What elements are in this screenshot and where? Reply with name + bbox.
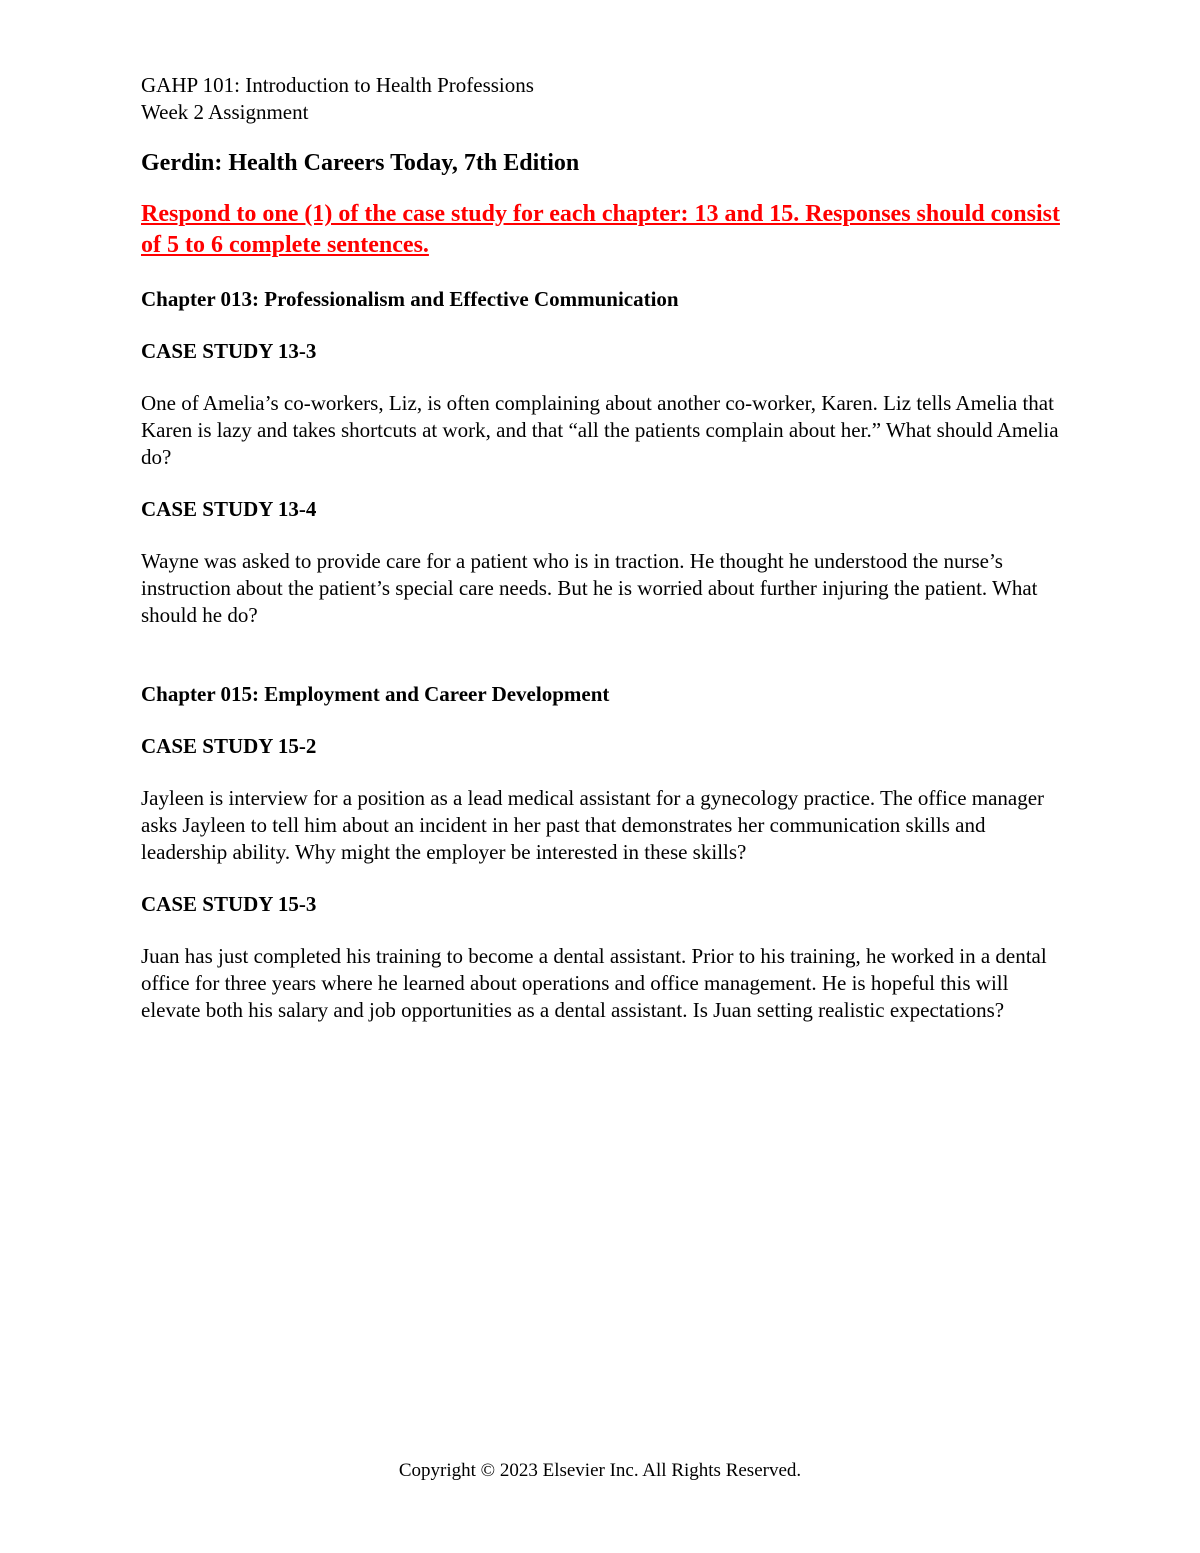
case-study-13-3-text: One of Amelia’s co-workers, Liz, is often complaining about another co-worker, Karen. Liz tells Amelia that Karen is lazy and takes shortcuts at work, and that “all the patients complain about her.” What should Amelia do? — [141, 391, 1059, 469]
book-title: Gerdin: Health Careers Today, 7th Edition — [141, 150, 580, 176]
assignment-week: Week 2 Assignment — [141, 100, 309, 124]
case-study-15-2-title: CASE STUDY 15-2 — [141, 734, 317, 758]
case-study-13-4-title: CASE STUDY 13-4 — [141, 497, 317, 521]
course-title: GAHP 101: Introduction to Health Professions — [141, 73, 534, 97]
case-study-15-2-text: Jayleen is interview for a position as a lead medical assistant for a gynecology practice. The office manager asks Jayleen to tell him about an incident in her past that demonstrates her communication skills and leadership ability. Why might the employer be interested in these skills? — [141, 786, 1045, 864]
case-study-13-3-title: CASE STUDY 13-3 — [141, 339, 317, 363]
chapter-15-title: Chapter 015: Employment and Career Development — [141, 682, 610, 706]
assignment-instruction: Respond to one (1) of the case study for each chapter: 13 and 15. Responses should consist of 5 to 6 complete sentences. — [141, 201, 1060, 258]
case-study-13-4-text: Wayne was asked to provide care for a patient who is in traction. He thought he understood the nurse’s instruction about the patient’s special care needs. But he is worried about further injuring the patient. What should he do? — [141, 549, 1038, 627]
case-study-15-3-title: CASE STUDY 15-3 — [141, 892, 317, 916]
document-body — [141, 72, 1071, 1024]
case-study-15-3-text: Juan has just completed his training to become a dental assistant. Prior to his training, he worked in a dental office for three years where he learned about operations and office management. He is hopeful this will elevate both his salary and job opportunities as a dental assistant. Is Juan setting realistic expectations? — [141, 944, 1047, 1022]
copyright-footer: Copyright © 2023 Elsevier Inc. All Rights Reserved. — [398, 1460, 802, 1481]
chapter-13-title: Chapter 013: Professionalism and Effective Communication — [141, 287, 679, 311]
